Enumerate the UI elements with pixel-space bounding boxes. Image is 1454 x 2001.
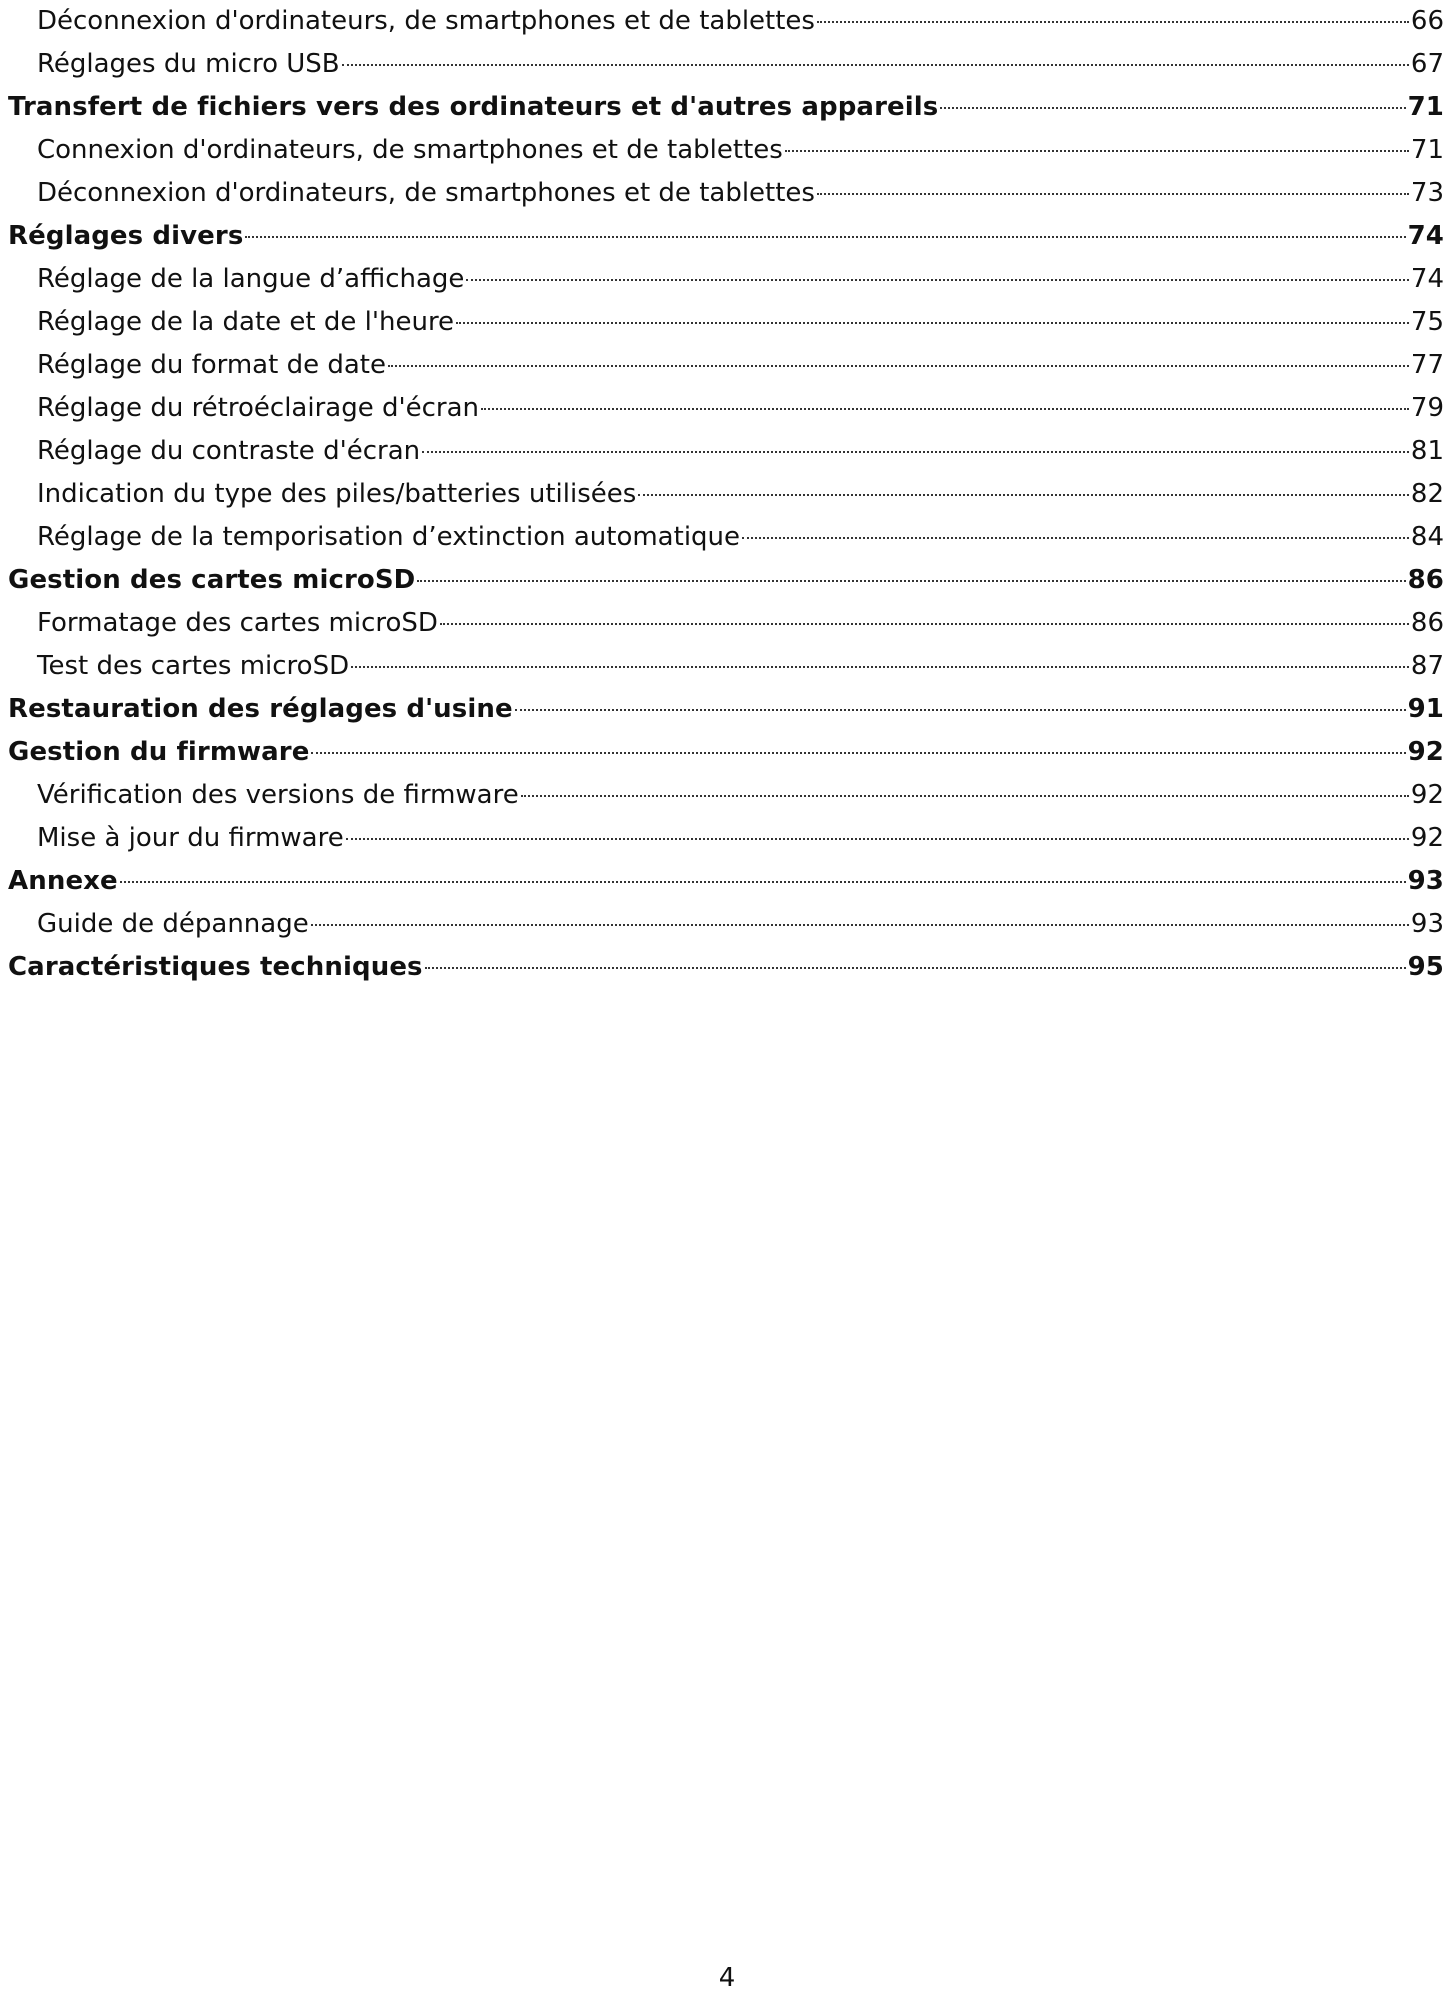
toc-entry[interactable]: [8, 43, 1444, 86]
toc-dot-leader: [388, 365, 1409, 367]
toc-section-entry[interactable]: [8, 559, 1444, 602]
toc-entry-page: 95: [1407, 952, 1444, 982]
toc-dot-leader: [120, 881, 1406, 883]
toc-dot-leader: [425, 967, 1406, 969]
toc-dot-leader: [521, 795, 1409, 797]
toc-entry[interactable]: [8, 602, 1444, 645]
toc-entry-title: Réglage du contraste d'écran: [37, 436, 421, 466]
table-of-contents: [8, 0, 1444, 989]
toc-entry-page: 75: [1410, 307, 1444, 337]
toc-dot-leader: [817, 21, 1409, 23]
toc-dot-leader: [742, 537, 1409, 539]
toc-entry-title: Connexion d'ordinateurs, de smartphones et de tablettes: [37, 135, 783, 165]
toc-dot-leader: [245, 236, 1405, 238]
toc-entry-page: 93: [1410, 909, 1444, 939]
toc-entry-title: Réglage de la langue d’affichage: [37, 264, 465, 294]
toc-entry-page: 87: [1410, 651, 1444, 681]
toc-entry-title: Mise à jour du firmware: [37, 823, 344, 853]
toc-dot-leader: [311, 924, 1409, 926]
toc-entry-page: 91: [1407, 694, 1444, 724]
toc-entry-page: 86: [1410, 608, 1444, 638]
toc-entry-title: Transfert de fichiers vers des ordinateurs et d'autres appareils: [8, 92, 939, 122]
toc-dot-leader: [515, 709, 1406, 711]
toc-dot-leader: [940, 107, 1405, 109]
toc-section-entry[interactable]: [8, 946, 1444, 989]
toc-entry[interactable]: [8, 774, 1444, 817]
toc-dot-leader: [481, 408, 1409, 410]
toc-dot-leader: [417, 580, 1405, 582]
toc-entry-page: 92: [1407, 737, 1444, 767]
toc-entry-page: 67: [1410, 49, 1444, 79]
toc-entry[interactable]: [8, 430, 1444, 473]
toc-entry-page: 74: [1410, 264, 1444, 294]
toc-entry-page: 73: [1410, 178, 1444, 208]
toc-section-entry[interactable]: [8, 86, 1444, 129]
toc-entry-title: Guide de dépannage: [37, 909, 309, 939]
toc-entry-title: Réglages divers: [8, 221, 244, 251]
toc-entry-title: Annexe: [8, 866, 118, 896]
toc-entry[interactable]: [8, 0, 1444, 43]
toc-entry-title: Caractéristiques techniques: [8, 952, 423, 982]
toc-entry-title: Réglage de la temporisation d’extinction automatique: [37, 522, 741, 552]
toc-entry-page: 84: [1410, 522, 1444, 552]
toc-entry[interactable]: [8, 817, 1444, 860]
toc-entry-page: 71: [1407, 92, 1444, 122]
toc-entry-page: 79: [1410, 393, 1444, 423]
toc-entry-title: Réglages du micro USB: [37, 49, 340, 79]
toc-dot-leader: [466, 279, 1408, 281]
toc-entry[interactable]: [8, 516, 1444, 559]
toc-entry-title: Indication du type des piles/batteries utilisées: [37, 479, 637, 509]
toc-entry[interactable]: [8, 903, 1444, 946]
toc-entry[interactable]: [8, 387, 1444, 430]
toc-entry[interactable]: [8, 129, 1444, 172]
toc-entry-page: 81: [1410, 436, 1444, 466]
toc-entry-page: 92: [1410, 780, 1444, 810]
toc-entry[interactable]: [8, 645, 1444, 688]
toc-entry[interactable]: [8, 258, 1444, 301]
toc-section-entry[interactable]: [8, 860, 1444, 903]
toc-entry-page: 66: [1410, 6, 1444, 36]
toc-dot-leader: [817, 193, 1409, 195]
toc-entry[interactable]: [8, 301, 1444, 344]
toc-dot-leader: [311, 752, 1405, 754]
toc-dot-leader: [346, 838, 1409, 840]
toc-entry[interactable]: [8, 473, 1444, 516]
toc-dot-leader: [342, 64, 1409, 66]
toc-section-entry[interactable]: [8, 731, 1444, 774]
toc-entry-title: Formatage des cartes microSD: [37, 608, 438, 638]
toc-entry-page: 77: [1410, 350, 1444, 380]
page-number: 4: [718, 1963, 736, 1993]
toc-entry[interactable]: [8, 344, 1444, 387]
toc-entry[interactable]: [8, 172, 1444, 215]
toc-entry-title: Test des cartes microSD: [37, 651, 350, 681]
toc-dot-leader: [351, 666, 1409, 668]
toc-entry-page: 92: [1410, 823, 1444, 853]
toc-entry-page: 74: [1407, 221, 1444, 251]
toc-dot-leader: [422, 451, 1409, 453]
toc-entry-title: Réglage du rétroéclairage d'écran: [37, 393, 479, 423]
toc-dot-leader: [638, 494, 1409, 496]
toc-dot-leader: [456, 322, 1409, 324]
toc-entry-title: Gestion du firmware: [8, 737, 310, 767]
toc-entry-title: Déconnexion d'ordinateurs, de smartphones et de tablettes: [37, 6, 815, 36]
toc-dot-leader: [785, 150, 1409, 152]
toc-entry-title: Réglage du format de date: [37, 350, 386, 380]
toc-entry-page: 71: [1410, 135, 1444, 165]
toc-entry-title: Gestion des cartes microSD: [8, 565, 416, 595]
toc-dot-leader: [440, 623, 1409, 625]
toc-entry-title: Vérification des versions de firmware: [37, 780, 519, 810]
toc-section-entry[interactable]: [8, 215, 1444, 258]
toc-entry-title: Restauration des réglages d'usine: [8, 694, 513, 724]
toc-entry-title: Déconnexion d'ordinateurs, de smartphones et de tablettes: [37, 178, 815, 208]
toc-entry-title: Réglage de la date et de l'heure: [37, 307, 455, 337]
toc-section-entry[interactable]: [8, 688, 1444, 731]
toc-entry-page: 93: [1407, 866, 1444, 896]
toc-entry-page: 82: [1410, 479, 1444, 509]
toc-entry-page: 86: [1407, 565, 1444, 595]
